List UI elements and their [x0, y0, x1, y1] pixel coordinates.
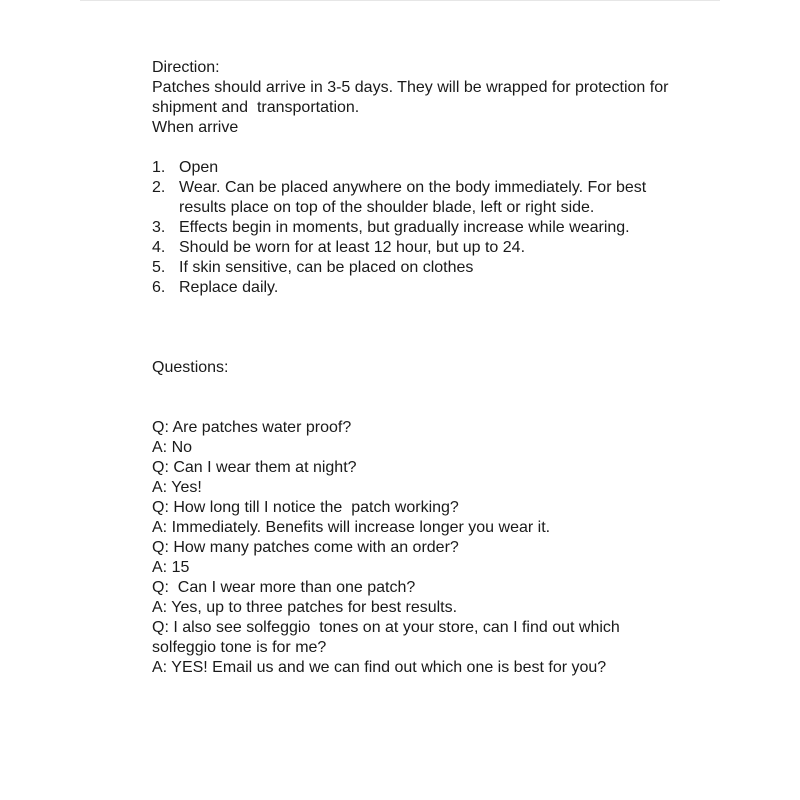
question-text: Q: Can I wear them at night?: [152, 459, 357, 476]
question-text: Q: I also see solfeggio tones on at your store, can I find out which solfeggio tone is for me?: [152, 619, 625, 656]
question-text: Q: How many patches come with an order?: [152, 539, 459, 556]
steps-list: [152, 158, 672, 298]
question-text: Q: Are patches water proof?: [152, 419, 352, 436]
list-item-number: 5.: [152, 259, 166, 276]
list-item-number: 4.: [152, 239, 166, 256]
document-body: [152, 58, 672, 678]
list-item-number: 3.: [152, 219, 166, 236]
answer-text: A: Immediately. Benefits will increase longer you wear it.: [152, 519, 551, 536]
direction-section: [152, 58, 672, 298]
answer-text: A: Yes!: [152, 479, 202, 496]
list-item-text: If skin sensitive, can be placed on clothes: [179, 259, 474, 276]
list-item-text: Replace daily.: [179, 279, 279, 296]
questions-heading: Questions:: [152, 359, 229, 376]
answer-text: A: YES! Email us and we can find out which one is best for you?: [152, 659, 607, 676]
questions-section: [152, 358, 672, 678]
list-item: [152, 218, 672, 238]
answer-text: A: 15: [152, 559, 190, 576]
list-item: [152, 158, 672, 178]
question-text: Q: How long till I notice the patch working?: [152, 499, 459, 516]
answer-text: A: No: [152, 439, 193, 456]
direction-intro: Patches should arrive in 3-5 days. They will be wrapped for protection for shipment and transportation.: [152, 79, 673, 116]
list-item-text: Open: [179, 159, 219, 176]
list-item: [152, 278, 672, 298]
list-item-number: 6.: [152, 279, 166, 296]
direction-heading: Direction:: [152, 59, 220, 76]
top-divider: [80, 0, 720, 1]
list-item-text: Effects begin in moments, but gradually increase while wearing.: [179, 219, 630, 236]
when-arrive-label: When arrive: [152, 119, 239, 136]
question-text: Q: Can I wear more than one patch?: [152, 579, 416, 596]
list-item: [152, 258, 672, 278]
qa-list: [152, 418, 672, 678]
list-item-number: 2.: [152, 179, 166, 196]
list-item-text: Wear. Can be placed anywhere on the body immediately. For best results place on top of the shoulder blade, left or right side.: [179, 179, 647, 216]
list-item-text: Should be worn for at least 12 hour, but up to 24.: [179, 239, 526, 256]
list-item: [152, 178, 672, 218]
list-item-number: 1.: [152, 159, 166, 176]
answer-text: A: Yes, up to three patches for best results.: [152, 599, 458, 616]
list-item: [152, 238, 672, 258]
